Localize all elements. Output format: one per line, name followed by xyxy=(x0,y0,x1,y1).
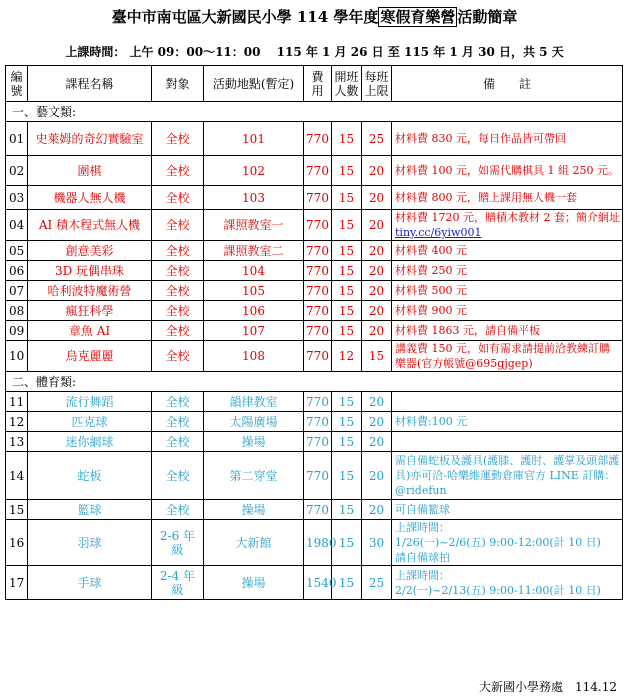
course-min: 15 xyxy=(332,301,362,321)
course-note-text: 材料費 100 元，如需代購棋具 1 組 250 元。 xyxy=(395,164,619,177)
course-note-text: 材料費 1720 元，贈積木教材 2 套；簡介網址 xyxy=(395,211,620,224)
course-place: 104 xyxy=(204,261,304,281)
course-target: 2-4 年級 xyxy=(152,566,204,600)
course-max: 20 xyxy=(362,241,392,261)
course-max: 20 xyxy=(362,392,392,412)
course-number: 12 xyxy=(6,412,28,432)
course-min: 15 xyxy=(332,452,362,500)
course-name: 匹克球 xyxy=(28,412,152,432)
section-title: 一、藝文類: xyxy=(6,102,623,122)
class-time: 上課時間： 上午 09：00～11：00 115 年 1 月 26 日 至 115 年 1 月 30 日，共 5 天 xyxy=(65,45,564,59)
course-max: 25 xyxy=(362,122,392,156)
course-min: 15 xyxy=(332,261,362,281)
course-max: 20 xyxy=(362,432,392,452)
header-no: 編 號 xyxy=(6,66,28,102)
course-target: 全校 xyxy=(152,186,204,210)
course-note xyxy=(392,281,623,301)
course-note-text: 材料費 800 元，贈上課用無人機一套 xyxy=(395,191,577,204)
course-target: 2-6 年級 xyxy=(152,520,204,566)
course-min: 15 xyxy=(332,520,362,566)
course-place: 太陽廣場 xyxy=(204,412,304,432)
course-note xyxy=(392,210,623,241)
course-number: 11 xyxy=(6,392,28,412)
course-note-text: 材料費 900 元 xyxy=(395,304,467,317)
course-place: 課照教室一 xyxy=(204,210,304,241)
course-target: 全校 xyxy=(152,301,204,321)
header-note: 備 註 xyxy=(392,66,623,102)
course-place: 106 xyxy=(204,301,304,321)
course-name: 3D 玩偶串珠 xyxy=(28,261,152,281)
course-place: 操場 xyxy=(204,500,304,520)
course-fee: 770 xyxy=(304,412,332,432)
course-note xyxy=(392,392,623,412)
footer-office: 大新國小學務處 114.12 xyxy=(479,680,617,694)
header-target: 對象 xyxy=(152,66,204,102)
course-name: 手球 xyxy=(28,566,152,600)
course-number: 05 xyxy=(6,241,28,261)
course-note xyxy=(392,186,623,210)
course-note xyxy=(392,156,623,186)
course-target: 全校 xyxy=(152,500,204,520)
course-name: AI 積木程式無人機 xyxy=(28,210,152,241)
course-number: 10 xyxy=(6,341,28,372)
course-target: 全校 xyxy=(152,412,204,432)
course-place: 107 xyxy=(204,321,304,341)
course-place: 操場 xyxy=(204,566,304,600)
course-place: 韻律教室 xyxy=(204,392,304,412)
course-number: 04 xyxy=(6,210,28,241)
course-target: 全校 xyxy=(152,321,204,341)
intro-link[interactable]: tiny.cc/6yiw001 xyxy=(395,226,482,239)
course-fee: 770 xyxy=(304,241,332,261)
title-boxed-text: 寒假育樂營 xyxy=(380,8,456,26)
course-min: 15 xyxy=(332,412,362,432)
course-row xyxy=(6,500,623,520)
course-fee: 770 xyxy=(304,392,332,412)
course-table xyxy=(5,65,623,600)
header-place: 活動地點(暫定) xyxy=(204,66,304,102)
course-number: 02 xyxy=(6,156,28,186)
course-target: 全校 xyxy=(152,432,204,452)
course-note-text: 材料費 400 元 xyxy=(395,244,467,257)
course-max: 20 xyxy=(362,452,392,500)
page-title xyxy=(0,6,629,28)
course-number: 06 xyxy=(6,261,28,281)
course-min: 15 xyxy=(332,500,362,520)
course-name: 章魚 AI xyxy=(28,321,152,341)
course-fee: 770 xyxy=(304,432,332,452)
course-note xyxy=(392,500,623,520)
course-name: 流行舞蹈 xyxy=(28,392,152,412)
course-row xyxy=(6,321,623,341)
course-name: 烏克麗麗 xyxy=(28,341,152,372)
course-note xyxy=(392,122,623,156)
course-row xyxy=(6,156,623,186)
course-place: 大新館 xyxy=(204,520,304,566)
course-place: 102 xyxy=(204,156,304,186)
course-target: 全校 xyxy=(152,452,204,500)
course-name: 創意美彩 xyxy=(28,241,152,261)
header-fee: 費用 xyxy=(304,66,332,102)
course-row xyxy=(6,281,623,301)
course-place: 108 xyxy=(204,341,304,372)
course-note xyxy=(392,341,623,372)
course-max: 20 xyxy=(362,321,392,341)
course-number: 13 xyxy=(6,432,28,452)
course-name: 史萊姆的奇幻實驗室 xyxy=(28,122,152,156)
course-name: 瘋狂科學 xyxy=(28,301,152,321)
course-target: 全校 xyxy=(152,341,204,372)
course-place: 101 xyxy=(204,122,304,156)
title-suffix: 活動簡章 xyxy=(457,8,518,26)
course-number: 17 xyxy=(6,566,28,600)
course-row xyxy=(6,412,623,432)
header-course-name: 課程名稱 xyxy=(28,66,152,102)
course-min: 15 xyxy=(332,156,362,186)
course-row xyxy=(6,452,623,500)
course-note-text: 可自備籃球 xyxy=(395,503,450,516)
course-note xyxy=(392,566,623,600)
course-fee: 770 xyxy=(304,452,332,500)
course-target: 全校 xyxy=(152,261,204,281)
course-name: 迷你網球 xyxy=(28,432,152,452)
course-name: 羽球 xyxy=(28,520,152,566)
course-row xyxy=(6,186,623,210)
course-place: 第二穿堂 xyxy=(204,452,304,500)
section-row xyxy=(6,372,623,392)
course-name: 哈利波特魔術營 xyxy=(28,281,152,301)
course-min: 15 xyxy=(332,210,362,241)
course-target: 全校 xyxy=(152,122,204,156)
course-row xyxy=(6,341,623,372)
course-note xyxy=(392,452,623,500)
course-note-text: 材料費 1863 元，請自備平板 xyxy=(395,324,540,337)
course-target: 全校 xyxy=(152,392,204,412)
course-number: 08 xyxy=(6,301,28,321)
course-max: 20 xyxy=(362,156,392,186)
course-number: 14 xyxy=(6,452,28,500)
course-row xyxy=(6,566,623,600)
course-fee: 1980 xyxy=(304,520,332,566)
course-row xyxy=(6,261,623,281)
section-title: 二、體育類: xyxy=(6,372,623,392)
course-note xyxy=(392,301,623,321)
course-note-text: 材料費:100 元 xyxy=(395,415,468,428)
course-fee: 770 xyxy=(304,500,332,520)
course-note-text: 需自備蛇板及護具(護膝、護肘、護掌及頭部護具)亦可洽-哈樂維運動倉庫官方 LINE 訂購：@ridefun xyxy=(395,454,620,497)
course-fee: 770 xyxy=(304,341,332,372)
course-max: 20 xyxy=(362,186,392,210)
course-note-text: 材料費 500 元 xyxy=(395,284,467,297)
course-row xyxy=(6,520,623,566)
course-note xyxy=(392,241,623,261)
course-note xyxy=(392,321,623,341)
course-place: 操場 xyxy=(204,432,304,452)
course-fee: 770 xyxy=(304,321,332,341)
course-fee: 770 xyxy=(304,261,332,281)
course-min: 15 xyxy=(332,566,362,600)
header-row xyxy=(6,66,623,102)
course-min: 15 xyxy=(332,392,362,412)
course-min: 15 xyxy=(332,122,362,156)
header-min: 開班 人數 xyxy=(332,66,362,102)
course-target: 全校 xyxy=(152,210,204,241)
course-note-text: 材料費 830 元，每日作品皆可帶回 xyxy=(395,132,566,145)
course-number: 07 xyxy=(6,281,28,301)
course-min: 15 xyxy=(332,186,362,210)
course-note xyxy=(392,432,623,452)
course-max: 20 xyxy=(362,301,392,321)
course-max: 25 xyxy=(362,566,392,600)
course-note-line: 1/26(一)~2/6(五) 9:00-12:00(計 10 日) xyxy=(395,536,601,549)
course-row xyxy=(6,210,623,241)
course-max: 20 xyxy=(362,210,392,241)
course-fee: 770 xyxy=(304,122,332,156)
course-number: 15 xyxy=(6,500,28,520)
course-number: 03 xyxy=(6,186,28,210)
course-note xyxy=(392,261,623,281)
course-row xyxy=(6,241,623,261)
course-note-text: 講義費 150 元，如有需求請提前洽教練訂購樂器(官方帳號@695gjgep) xyxy=(395,342,610,370)
title-text: 臺中市南屯區大新國民小學 114 學年度 xyxy=(111,8,379,26)
course-row xyxy=(6,301,623,321)
course-min: 15 xyxy=(332,321,362,341)
course-row xyxy=(6,122,623,156)
course-max: 20 xyxy=(362,281,392,301)
course-row xyxy=(6,392,623,412)
course-min: 15 xyxy=(332,241,362,261)
course-note-line: 上課時間： xyxy=(395,521,450,534)
course-note-line: 上課時間： xyxy=(395,568,450,582)
course-note xyxy=(392,520,623,566)
course-note xyxy=(392,412,623,432)
course-max: 20 xyxy=(362,261,392,281)
course-target: 全校 xyxy=(152,281,204,301)
course-number: 01 xyxy=(6,122,28,156)
course-max: 30 xyxy=(362,520,392,566)
course-fee: 770 xyxy=(304,186,332,210)
course-target: 全校 xyxy=(152,156,204,186)
course-name: 圍棋 xyxy=(28,156,152,186)
course-place: 103 xyxy=(204,186,304,210)
course-fee: 770 xyxy=(304,301,332,321)
section-row xyxy=(6,102,623,122)
course-min: 12 xyxy=(332,341,362,372)
course-fee: 770 xyxy=(304,210,332,241)
course-fee: 770 xyxy=(304,156,332,186)
course-note-line: 請自備球拍 xyxy=(395,551,450,564)
course-number: 16 xyxy=(6,520,28,566)
course-max: 15 xyxy=(362,341,392,372)
course-place: 課照教室二 xyxy=(204,241,304,261)
course-name: 蛇板 xyxy=(28,452,152,500)
course-min: 15 xyxy=(332,281,362,301)
course-name: 機器人無人機 xyxy=(28,186,152,210)
course-note-text: 材料費 250 元 xyxy=(395,264,467,277)
course-row xyxy=(6,432,623,452)
course-max: 20 xyxy=(362,412,392,432)
course-min: 15 xyxy=(332,432,362,452)
course-name: 籃球 xyxy=(28,500,152,520)
course-max: 20 xyxy=(362,500,392,520)
course-note-line: 2/2(一)~2/13(五) 9:00-11:00(計 10 日) xyxy=(395,583,601,597)
course-fee: 770 xyxy=(304,281,332,301)
header-max: 每班 上限 xyxy=(362,66,392,102)
course-target: 全校 xyxy=(152,241,204,261)
course-number: 09 xyxy=(6,321,28,341)
course-place: 105 xyxy=(204,281,304,301)
course-fee: 1540 xyxy=(304,566,332,600)
